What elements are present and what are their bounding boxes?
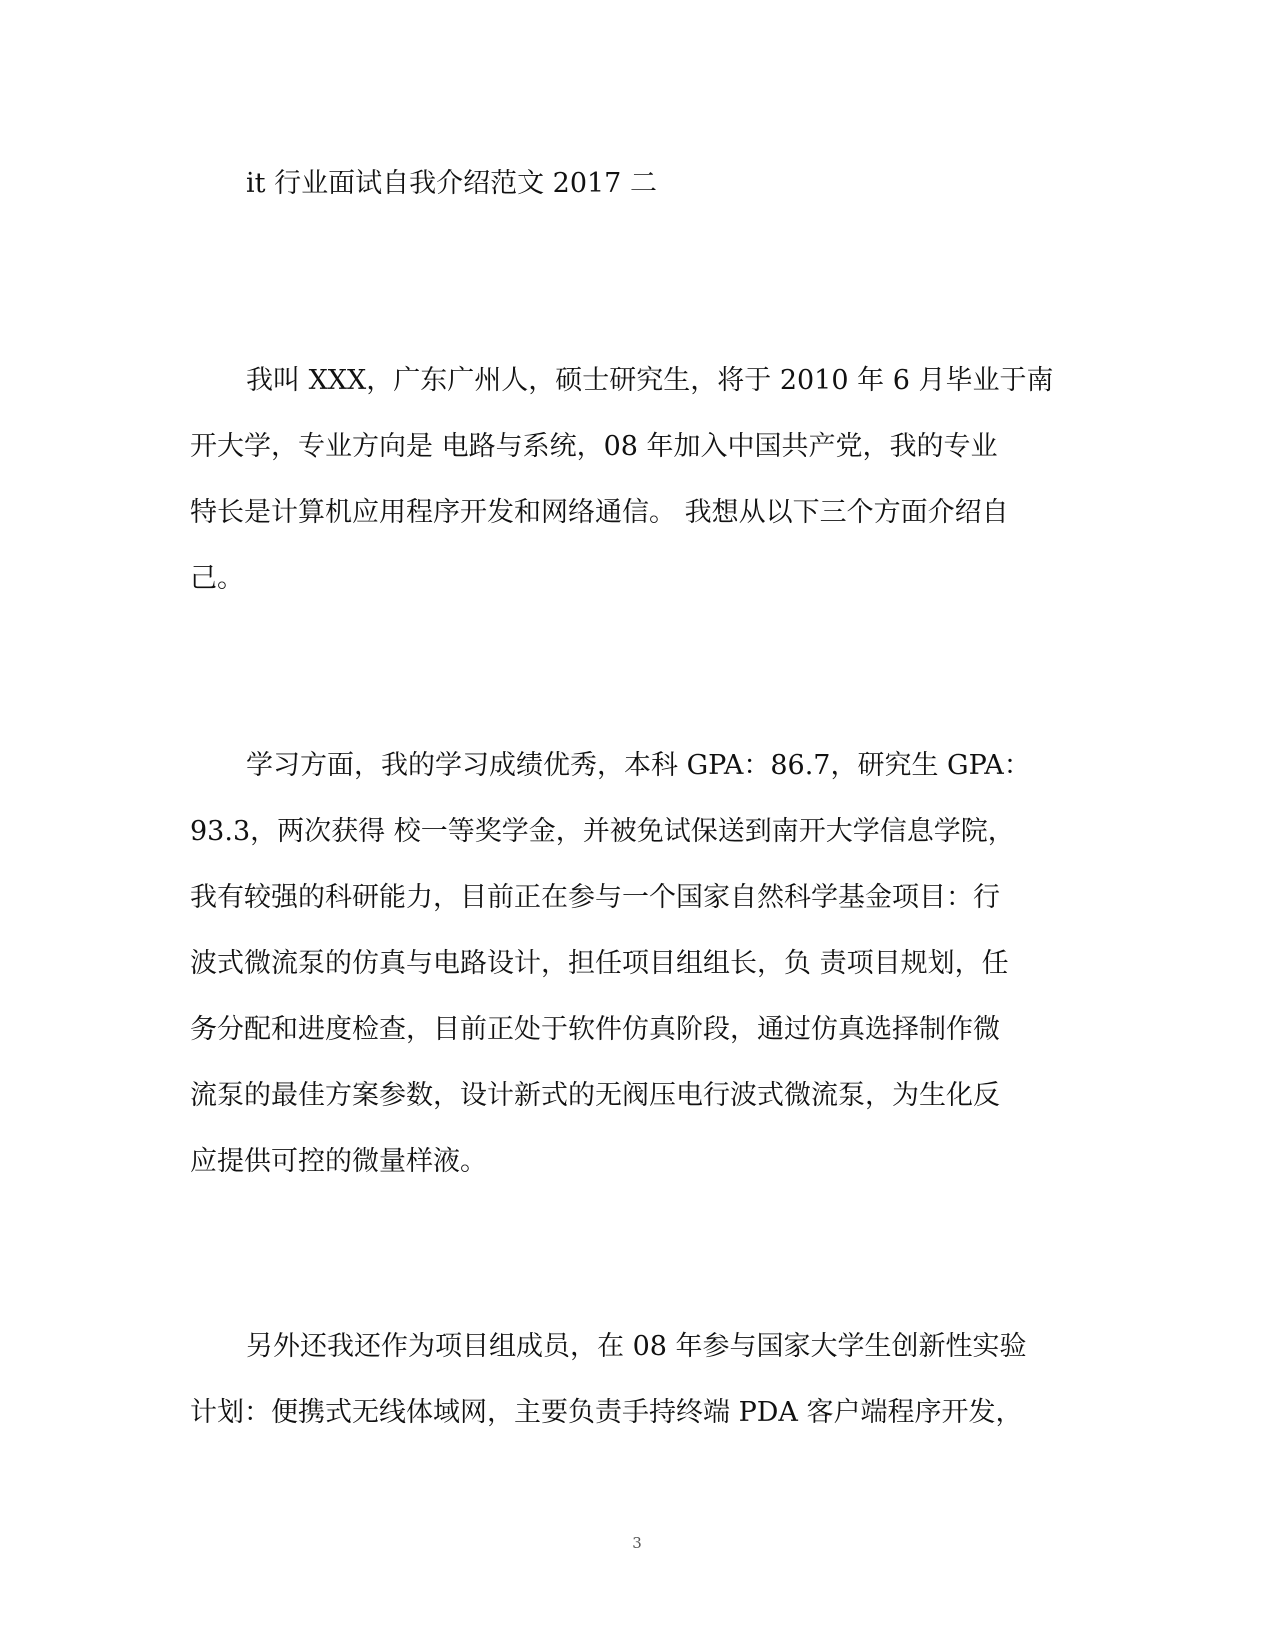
paragraph-line: 93.3，两次获得 校一等奖学金，并被免试保送到南开大学信息学院， — [190, 816, 1015, 847]
paragraph-projects — [190, 1314, 1080, 1446]
paragraph-line: 学习方面，我的学习成绩优秀，本科 GPA：86.7，研究生 GPA： — [246, 750, 1031, 781]
paragraph-line: 波式微流泵的仿真与电路设计，担任项目组组长，负 责项目规划，任 — [190, 948, 1009, 979]
paragraph-study — [190, 733, 1080, 1195]
paragraph-line: 应提供可控的微量样液。 — [190, 1146, 487, 1177]
paragraph-line: 务分配和进度检查，目前正处于软件仿真阶段，通过仿真选择制作微 — [190, 1014, 1000, 1045]
page-number: 3 — [632, 1534, 642, 1552]
paragraph-line: 计划：便携式无线体域网，主要负责手持终端 PDA 客户端程序开发， — [190, 1397, 1023, 1428]
paragraph-line: 特长是计算机应用程序开发和网络通信。 我想从以下三个方面介绍自 — [190, 497, 1009, 528]
paragraph-line: 己。 — [190, 563, 244, 594]
paragraph-line: 我叫 XXX，广东广州人，硕士研究生，将于 2010 年 6 月毕业于南 — [246, 365, 1054, 396]
paragraph-introduction — [190, 348, 1080, 612]
paragraph-line: 我有较强的科研能力，目前正在参与一个国家自然科学基金项目：行 — [190, 882, 1000, 913]
document-title: it 行业面试自我介绍范文 2017 二 — [246, 168, 657, 199]
paragraph-line: 另外还我还作为项目组成员，在 08 年参与国家大学生创新性实验 — [246, 1331, 1027, 1362]
paragraph-line: 流泵的最佳方案参数，设计新式的无阀压电行波式微流泵，为生化反 — [190, 1080, 1000, 1111]
paragraph-line: 开大学，专业方向是 电路与系统，08 年加入中国共产党，我的专业 — [190, 431, 998, 462]
